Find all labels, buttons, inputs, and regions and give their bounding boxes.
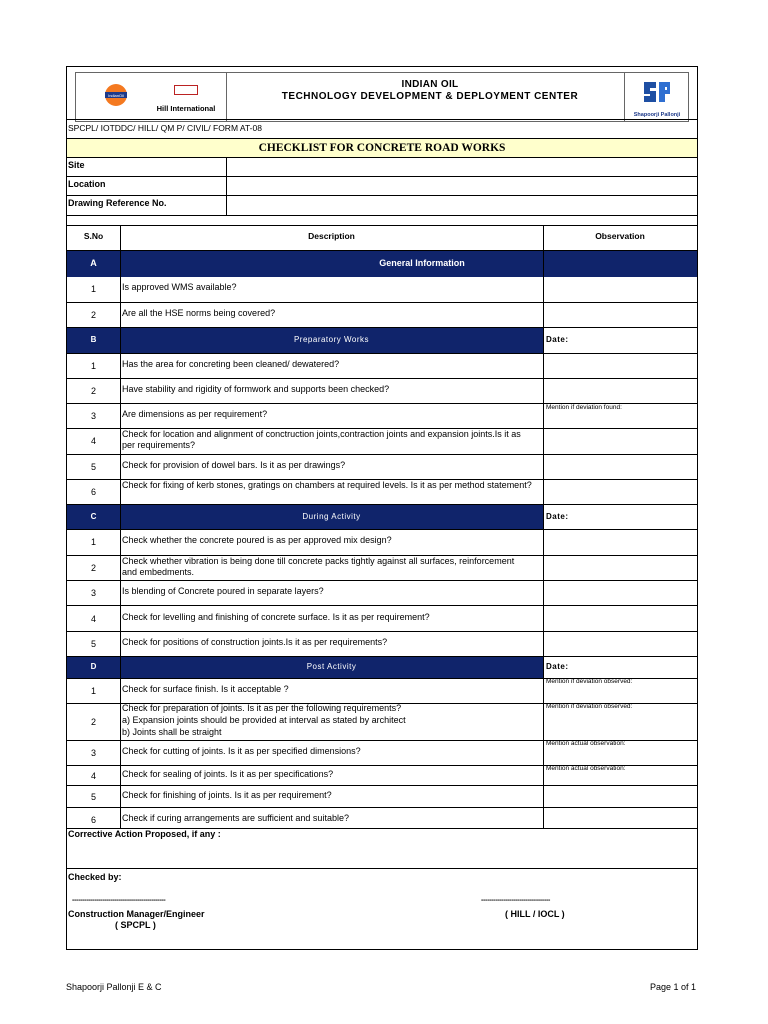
col-description: Description [308,231,355,241]
rule [67,529,697,530]
divider [226,73,227,121]
item-description: Have stability and rigidity of formwork and supports been checked? [122,384,390,394]
rule [67,605,697,606]
row-number: 1 [90,686,96,696]
row-number: 6 [90,487,96,497]
row-number: 4 [90,436,96,446]
footer-company: Shapoorji Pallonji E & C [66,982,162,992]
item-description: Check for provision of dowel bars. Is it as per drawings? [122,460,346,470]
item-description: Check for positions of construction joints.Is it as per requirements? [122,637,388,647]
section-d-title: Post Activity [306,662,357,671]
row-number: 6 [90,815,96,825]
item-description-line1: Check for preparation of joints. Is it as per the following requirements? [122,703,402,713]
row-number: 2 [90,563,96,573]
rule [67,580,697,581]
hill-international-logo [156,85,216,115]
item-description: Are all the HSE norms being covered? [122,308,276,318]
item-description: Check for surface finish. Is it acceptable ? [122,684,289,694]
row-number: 4 [90,771,96,781]
row-number: 2 [90,310,96,320]
item-description: Check whether the concrete poured is as per approved mix design? [122,535,392,545]
item-description: Check whether vibration is being done till concrete packs tightly against all surfaces, reinforcement and embedments. [122,556,515,577]
item-description-line2: a) Expansion joints should be provided at interval as stated by architect [122,715,406,725]
hill-mark-icon [174,85,198,95]
row-number: 3 [90,411,96,421]
row-number: 3 [90,588,96,598]
col-observation: Observation [595,231,645,241]
section-a-code: A [90,258,97,268]
letterhead [75,72,689,122]
sp-logo-text: Shapoorji Pallonji [633,112,681,118]
row-number: 1 [90,361,96,371]
shapoorji-logo [628,78,686,118]
item-description: Is approved WMS available? [122,282,237,292]
section-b-title: Preparatory Works [293,335,370,344]
rule [67,807,697,808]
item-description: Check for fixing of kerb stones, gratings on chambers at required levels. Is it as per method statement? [122,480,532,490]
divider [543,225,544,828]
indianoil-logo [102,83,130,107]
footer-page-number: Page 1 of 1 [650,982,697,992]
col-sno: S.No [83,231,104,241]
corrective-action-label: Corrective Action Proposed, if any : [68,829,221,839]
item-description-line3: b) Joints shall be straight [122,727,222,737]
rule [67,225,697,226]
item-description: Are dimensions as per requirement? [122,409,268,419]
item-description: Check if curing arrangements are sufficient and suitable? [122,813,349,823]
checklist-form [66,66,698,950]
center-title: TECHNOLOGY DEVELOPMENT & DEPLOYMENT CENTER [281,91,579,102]
rule [67,454,697,455]
row-number: 2 [90,717,96,727]
observation-note: Mention if deviation observed: [546,678,633,685]
rule [67,785,697,786]
signature-role: Construction Manager/Engineer [68,909,205,919]
sp-mark-icon [640,78,674,106]
location-label: Location [68,179,106,189]
signature-org: ( HILL / IOCL ) [505,909,565,919]
checked-by-label: Checked by: [68,872,122,882]
item-description: Is blending of Concrete poured in separate layers? [122,586,324,596]
rule [67,631,697,632]
rule [67,157,697,158]
hill-logo-text: Hill International [156,104,216,113]
rule [67,195,697,196]
observation-note: Mention actual observation: [546,765,626,772]
item-description: Has the area for concreting been cleaned/ dewatered? [122,359,340,369]
item-description: Check for levelling and finishing of concrete surface. Is it as per requirement? [122,612,430,622]
section-c-code: C [90,512,97,521]
signature-line-left: ---------------------------------------------- [72,897,166,904]
signature-org: ( SPCPL ) [115,920,156,930]
org-title: INDIAN OIL [401,79,459,90]
item-description: Check for finishing of joints. Is it as per requirement? [122,790,332,800]
row-number: 1 [90,537,96,547]
indianoil-logo-text: IndianOil [108,93,124,98]
row-number: 5 [90,462,96,472]
rule [67,378,697,379]
rule [67,176,697,177]
signature-line-right: ---------------------------------- [481,897,551,904]
form-title: CHECKLIST FOR CONCRETE ROAD WORKS [67,139,697,157]
row-number: 1 [90,284,96,294]
rule [67,302,697,303]
rule [67,353,697,354]
section-d-date: Date: [546,662,569,671]
section-c-title: During Activity [302,512,361,521]
divider [226,157,227,215]
item-description: Check for location and alignment of conctruction joints,contraction joints and expansion joints.Is it as per requirements? [122,429,521,450]
observation-note: Mention actual observation: [546,740,626,747]
section-d-code: D [90,662,97,671]
row-number: 2 [90,386,96,396]
divider [120,225,121,828]
doc-code: SPCPL/ IOTDDC/ HILL/ QM P/ CIVIL/ FORM AT-08 [68,123,262,133]
item-description: Check for sealing of joints. Is it as per specifications? [122,769,334,779]
row-number: 5 [90,639,96,649]
section-a-title: General Information [379,258,465,268]
drawing-ref-label: Drawing Reference No. [68,198,167,208]
row-number: 3 [90,748,96,758]
section-c-date: Date: [546,512,569,521]
section-b-date: Date: [546,335,569,344]
rule [67,119,697,120]
row-number: 5 [90,792,96,802]
observation-note: Mention if deviation found: [546,404,622,411]
observation-note: Mention if deviation observed: [546,703,633,710]
divider [624,73,625,121]
site-label: Site [68,160,85,170]
rule [67,868,697,869]
section-b-code: B [90,335,97,344]
rule [67,215,697,216]
row-number: 4 [90,614,96,624]
item-description: Check for cutting of joints. Is it as per specified dimensions? [122,746,361,756]
